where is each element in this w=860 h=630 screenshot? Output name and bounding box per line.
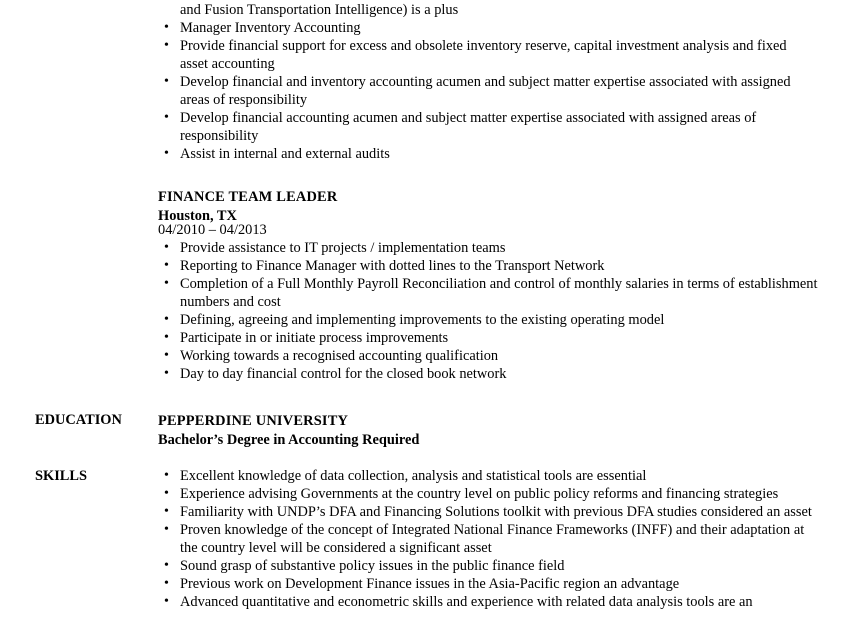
skills-heading: SKILLS <box>35 468 87 484</box>
list-item: • Familiarity with UNDP’s DFA and Financing Solutions toolkit with previous DFA studies considered an asset <box>158 503 818 521</box>
list-item: • Provide assistance to IT projects / implementation teams <box>158 239 818 257</box>
list-item: • Proven knowledge of the concept of Integrated National Finance Frameworks (INFF) and their adaptation at the country level will be considered a significant asset <box>158 521 818 557</box>
prev-job-bullets <box>158 19 818 163</box>
list-item: • Participate in or initiate process improvements <box>158 329 818 347</box>
list-item: • Excellent knowledge of data collection, analysis and statistical tools are essential <box>158 467 818 485</box>
list-item: • Develop financial accounting acumen and subject matter expertise associated with assigned areas of responsibility <box>158 109 818 145</box>
job-dates: 04/2010 – 04/2013 <box>158 222 267 238</box>
list-item: • Working towards a recognised accounting qualification <box>158 347 818 365</box>
list-item: • Sound grasp of substantive policy issues in the public finance field <box>158 557 818 575</box>
list-item: • Assist in internal and external audits <box>158 145 818 163</box>
education-heading: EDUCATION <box>35 412 122 428</box>
list-item: • Reporting to Finance Manager with dotted lines to the Transport Network <box>158 257 818 275</box>
job-title: FINANCE TEAM LEADER <box>158 189 338 205</box>
list-item: • Develop financial and inventory accounting acumen and subject matter expertise associated with assigned areas of responsibility <box>158 73 818 109</box>
list-item: • Completion of a Full Monthly Payroll Reconciliation and control of monthly salaries in terms of establishment numbers and cost <box>158 275 818 311</box>
list-item: • Provide financial support for excess and obsolete inventory reserve, capital investment analysis and fixed asset accounting <box>158 37 818 73</box>
list-item: • Advanced quantitative and econometric skills and experience with related data analysis tools are an <box>158 593 818 611</box>
job-location: Houston, TX <box>158 208 237 224</box>
school-name: PEPPERDINE UNIVERSITY <box>158 413 349 429</box>
list-item: • Manager Inventory Accounting <box>158 19 818 37</box>
list-item: • Previous work on Development Finance issues in the Asia-Pacific region an advantage <box>158 575 818 593</box>
prev-job-section <box>158 1 818 163</box>
skills-bullets <box>158 467 818 611</box>
list-item: • Defining, agreeing and implementing improvements to the existing operating model <box>158 311 818 329</box>
job-finance-team-leader <box>158 188 818 383</box>
skills-section <box>158 467 818 611</box>
list-item: • Experience advising Governments at the country level on public policy reforms and financing strategies <box>158 485 818 503</box>
job-bullets <box>158 239 818 383</box>
list-item: • Day to day financial control for the closed book network <box>158 365 818 383</box>
education-section <box>158 412 818 449</box>
degree: Bachelor’s Degree in Accounting Required <box>158 432 420 448</box>
prev-job-continued-line: and Fusion Transportation Intelligence) is a plus <box>180 2 459 18</box>
